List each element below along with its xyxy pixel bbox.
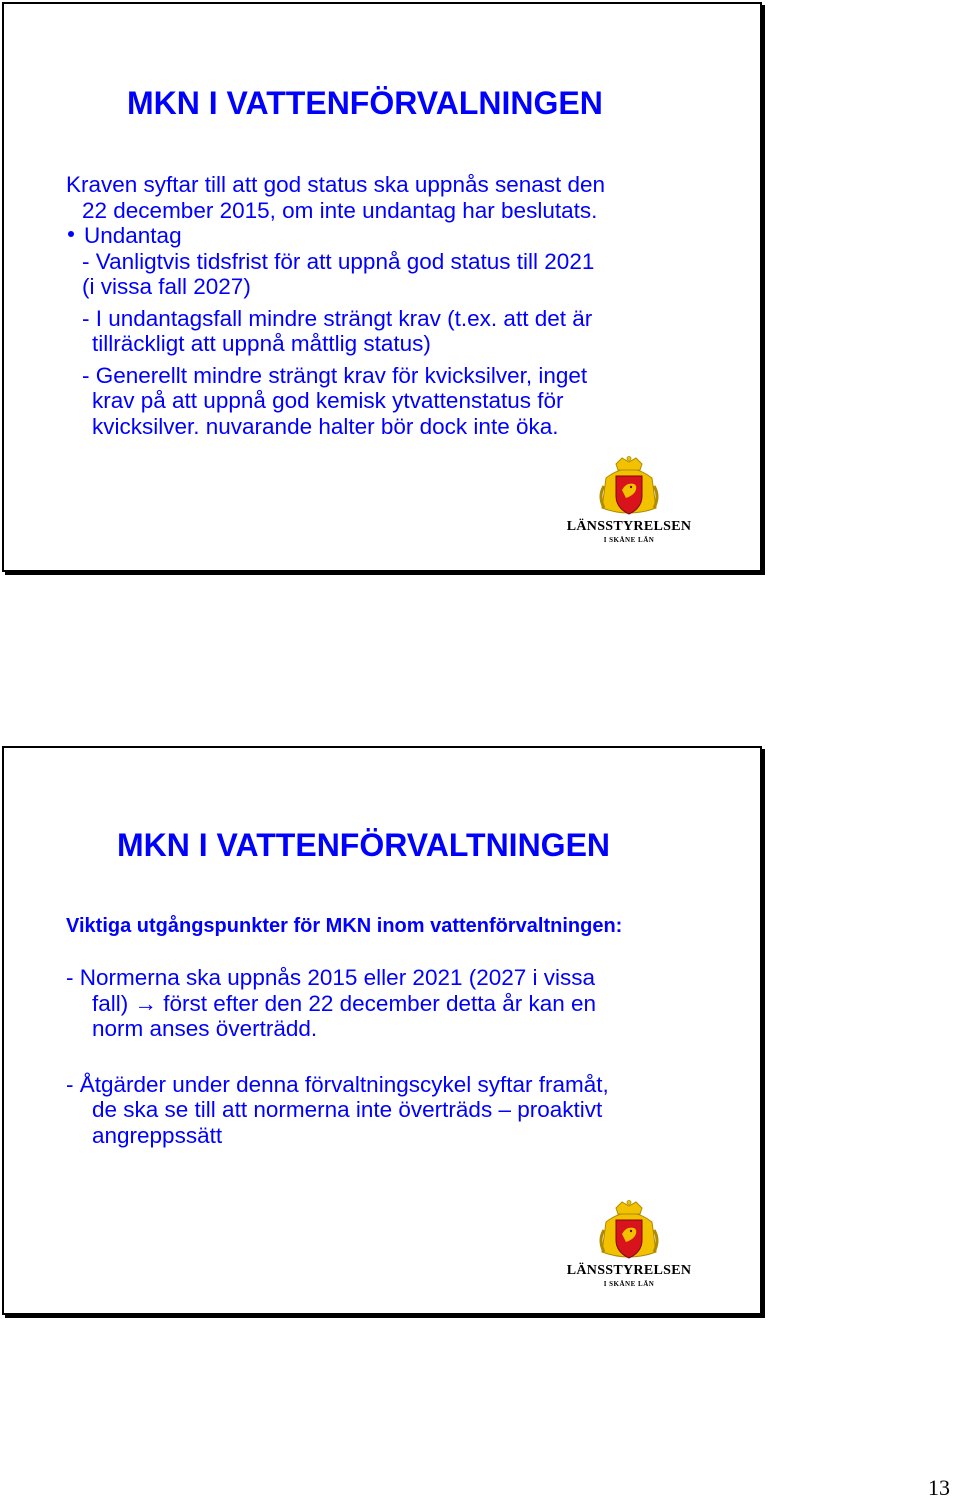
lansstyrelsen-logo <box>564 456 694 546</box>
slide-title: MKN I VATTENFÖRVALNINGEN <box>127 85 603 121</box>
paragraph-fragment: fall) <box>92 990 129 1016</box>
right-arrow-icon: → <box>134 990 158 1016</box>
logo-wordmark: LÄNSSTYRELSEN <box>566 1263 692 1278</box>
logo-wordmark: LÄNSSTYRELSEN <box>566 519 692 534</box>
logo-subtext: I SKÅNE LÄN <box>603 1280 655 1288</box>
exception-item-line: (i vissa fall 2027) <box>82 274 251 299</box>
paragraph-line: norm anses överträdd. <box>92 1016 318 1041</box>
exception-item-line: - I undantagsfall mindre strängt krav (t.ex. att det är <box>82 305 593 331</box>
paragraph-fragment: först efter den 22 december detta år kan en <box>163 990 597 1016</box>
paragraph-line: de ska se till att normerna inte överträds – proaktivt <box>92 1097 603 1122</box>
slide-2 <box>2 746 762 1315</box>
bullet-label: Undantag <box>84 223 182 248</box>
bullet-icon <box>68 231 74 237</box>
slide-body <box>66 965 726 1148</box>
paragraph-line: - Normerna ska uppnås 2015 eller 2021 (2027 i vissa <box>66 965 596 990</box>
paragraph-line <box>66 991 726 1017</box>
exception-item-line: - Generellt mindre strängt krav för kvicksilver, inget <box>82 362 588 388</box>
exception-item-line: - Vanligtvis tidsfrist för att uppnå god status till 2021 <box>82 248 595 274</box>
intro-text-line: 22 december 2015, om inte undantag har beslutats. <box>82 197 598 223</box>
page-number: 13 <box>928 1475 950 1500</box>
slide-subheading: Viktiga utgångspunkter för MKN inom vattenförvaltningen: <box>66 915 623 937</box>
exception-item-line: kvicksilver. nuvarande halter bör dock inte öka. <box>92 413 559 439</box>
slide-body <box>66 172 726 439</box>
paragraph-line: angreppssätt <box>92 1122 223 1148</box>
paragraph-line: - Åtgärder under denna förvaltningscykel syftar framåt, <box>66 1071 609 1097</box>
lansstyrelsen-logo <box>564 1200 694 1290</box>
slide-1 <box>2 2 762 572</box>
exception-item-line: krav på att uppnå god kemisk ytvattenstatus för <box>92 388 564 413</box>
lansstyrelsen-crest-icon <box>564 1200 694 1264</box>
exception-item-line: tillräckligt att uppnå måttlig status) <box>92 331 431 356</box>
intro-text-line: Kraven syftar till att god status ska uppnås senast den <box>66 172 606 197</box>
lansstyrelsen-crest-icon <box>564 456 694 520</box>
slide-title: MKN I VATTENFÖRVALTNINGEN <box>117 827 611 863</box>
logo-subtext: I SKÅNE LÄN <box>603 536 655 544</box>
bullet-item <box>66 223 726 249</box>
